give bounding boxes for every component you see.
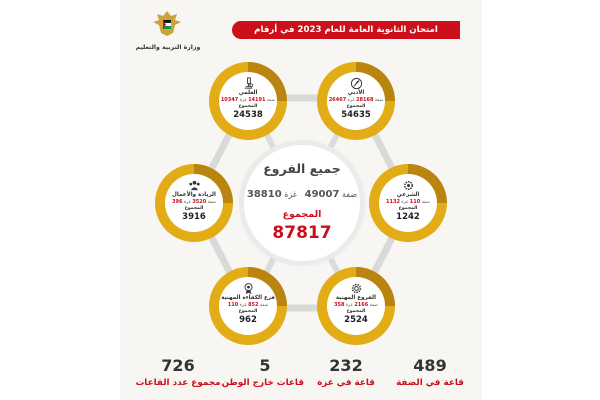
westbank-count: 2166	[354, 302, 369, 308]
branch-total: 3916	[182, 212, 206, 222]
branch-card	[327, 277, 385, 335]
branch-counts	[219, 97, 277, 104]
branch-total-label: المجموع	[398, 206, 418, 211]
stat-label: مجموع عدد القاعات	[135, 378, 221, 388]
branch-node-literary	[313, 58, 399, 144]
branch-total-label: المجموع	[184, 206, 204, 211]
all-branches-title: جميع الفروع	[263, 161, 341, 176]
gaza-label: غزة	[239, 98, 247, 103]
westbank-label: ضفة	[266, 98, 276, 103]
stat-value: 489	[413, 356, 447, 375]
branch-card	[219, 72, 277, 130]
branch-total: 1242	[396, 212, 420, 222]
infographic-poster	[120, 0, 482, 400]
westbank-label: ضفة	[259, 303, 269, 308]
westbank-label: ضفة	[369, 303, 378, 308]
westbank-label: ضفة	[421, 200, 430, 205]
branch-counts	[219, 302, 277, 309]
branch-name: الفروع المهنية	[335, 295, 377, 301]
gaza-label: غزة	[347, 98, 355, 103]
westbank-count: 28168	[356, 97, 374, 103]
stat-halls-westbank	[390, 356, 470, 390]
branch-node-scientific	[205, 58, 291, 144]
stat-value: 232	[329, 356, 363, 375]
branch-name: الأدبي	[347, 90, 365, 96]
westbank-count: 49007	[304, 189, 340, 200]
branch-total-label: المجموع	[238, 104, 258, 109]
branch-counts	[165, 199, 223, 206]
stat-label: قاعة في الضفة	[396, 378, 464, 388]
branch-card	[327, 72, 385, 130]
gaza-count: 1132	[386, 199, 400, 205]
branch-node-entrepreneurship	[151, 160, 237, 246]
branch-node-religious	[365, 160, 451, 246]
stat-value: 726	[161, 356, 195, 375]
gear-icon	[402, 179, 415, 192]
cog-icon	[350, 282, 363, 295]
branch-total: 2524	[344, 315, 368, 325]
gaza-count: 26467	[328, 97, 347, 103]
stat-value: 5	[259, 356, 271, 375]
stat-label: قاعة في غزة	[317, 378, 375, 388]
feather-pen-icon	[350, 77, 363, 90]
ministry-name: وزارة التربية والتعليم	[135, 44, 201, 51]
branch-total: 24538	[233, 110, 263, 120]
gaza-count: 110	[227, 302, 239, 308]
all-branches-summary	[244, 145, 360, 261]
branch-node-vocational	[313, 263, 399, 349]
branch-counts	[379, 199, 437, 206]
gaza-label: غزة	[345, 303, 353, 308]
all-branches-total: 87817	[272, 223, 332, 243]
branch-total-label: المجموع	[346, 309, 366, 314]
branch-total-label: المجموع	[238, 309, 258, 314]
westbank-label: ضفة	[207, 200, 216, 205]
westbank-label: ضفة	[341, 190, 358, 199]
microscope-icon	[242, 77, 255, 90]
stat-total-halls	[132, 356, 224, 390]
branch-counts	[327, 302, 385, 309]
award-icon	[242, 282, 255, 295]
gaza-label: غزة	[183, 200, 191, 205]
gaza-label: غزة	[401, 200, 409, 205]
branch-card	[165, 174, 223, 232]
westbank-label: ضفة	[374, 98, 384, 103]
branch-name: الريادة والأعمال	[172, 192, 216, 198]
branch-total-label: المجموع	[346, 104, 366, 109]
gaza-label: غزة	[239, 303, 247, 308]
gaza-count: 396	[172, 199, 183, 205]
branch-counts	[327, 97, 385, 104]
stat-halls-abroad	[221, 356, 304, 390]
page-title: امتحان الثانوية العامة للعام 2023 في أرقام	[232, 21, 460, 39]
branch-name: الشرعي	[396, 192, 420, 198]
westbank-count: 3520	[192, 199, 207, 205]
gaza-label: غزة	[284, 190, 297, 199]
gaza-count: 38810	[246, 189, 282, 200]
branch-name: فرع الكفاءة المهنية	[221, 295, 275, 301]
branch-card	[379, 174, 437, 232]
branch-name: العلمي	[238, 90, 258, 96]
gaza-count: 10347	[220, 97, 239, 103]
all-branches-total-label: المجموع	[282, 209, 322, 220]
gaza-count: 358	[334, 302, 345, 308]
westbank-count: 14191	[248, 97, 266, 103]
westbank-count: 110	[409, 199, 421, 205]
all-branches-counts	[244, 189, 360, 200]
branch-total: 54635	[341, 110, 371, 120]
ministry-eagle-emblem-icon	[150, 8, 184, 40]
branch-node-professional-competence	[205, 263, 291, 349]
branch-card	[219, 277, 277, 335]
team-icon	[188, 179, 201, 192]
stat-label: قاعات خارج الوطن	[221, 378, 304, 388]
branch-total: 962	[239, 315, 257, 325]
stat-halls-gaza	[310, 356, 382, 390]
westbank-count: 852	[248, 302, 259, 308]
